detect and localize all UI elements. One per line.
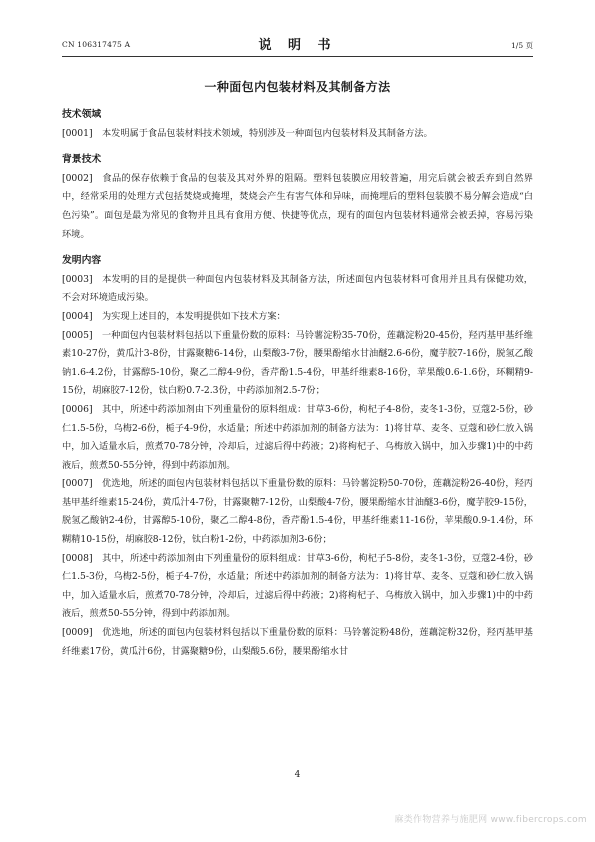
section-heading-background: 背景技术	[62, 154, 102, 166]
paragraph-text: 为实现上述目的，本发明提供如下技术方案：	[102, 310, 286, 322]
paragraph	[62, 401, 533, 475]
paragraph	[62, 327, 533, 401]
paragraph-number: [0002]	[62, 172, 93, 184]
paragraph-number: [0007]	[62, 478, 93, 490]
page-header	[62, 31, 533, 53]
paragraph-number: [0006]	[62, 403, 93, 415]
page-counter: 1/5 页	[511, 41, 533, 50]
paragraph-text: 一种面包内包装材料包括以下重量份数的原料：马铃薯淀粉35-70份，莲藕淀粉20-45份，羟丙基甲基纤维素10-27份，黄瓜汁3-8份，甘露聚糖6-14份，山梨酸3-7份，腰果酚缩水甘油醚2.6-6份，魔芋胶7-16份，脱氢乙酸钠1.6-4.2份，甘露醇5-10份，聚乙二醇4-9份，香芹酚1.5-4份，甲基纤维素8-16份，苹果酸0.6-1.6份，环糊精9-15份，胡麻胶7-12份，钛白粉0.7-2.3份，中药添加剂2.5-7份；	[62, 329, 533, 397]
paragraph	[62, 170, 533, 244]
paragraph-text: 本发明的目的是提供一种面包内包装材料及其制备方法，所述面包内包装材料可食用并且具有保健功效，不会对环境造成污染。	[62, 273, 533, 304]
paragraph	[62, 125, 533, 144]
paragraph-text: 本发明属于食品包装材料技术领域，特别涉及一种面包内包装材料及其制备方法。	[102, 127, 433, 139]
document-type: 说 明 书	[258, 38, 337, 53]
paragraph-number: [0009]	[62, 627, 93, 639]
paragraph	[62, 475, 533, 549]
document-title: 一种面包内包装材料及其制备方法	[204, 80, 391, 94]
watermark: 麻类作物营养与施肥网 www.fibercrops.com	[394, 815, 587, 825]
page-number: 4	[294, 770, 301, 780]
patent-number: CN 106317475 A	[62, 40, 131, 49]
paragraph-text: 其中，所述中药添加剂由下列重量份的原料组成：甘草3-6份，枸杞子4-8份，麦冬1-3份，豆蔻2-5份，砂仁1.5-5份，乌梅2-6份，栀子4-9份，水适量；所述中药添加剂的制备方法为：1)将甘草、麦冬、豆蔻和砂仁放入锅中，加入适量水后，煎煮70-78分钟，冷却后，过滤后得中药液；2)将枸杞子、乌梅放入锅中，加入步骤1)中的中药液后，煎煮50-55分钟，得到中药添加剂。	[62, 403, 533, 471]
paragraph-number: [0004]	[62, 310, 93, 322]
paragraph-text: 优选地，所述的面包内包装材料包括以下重量份数的原料：马铃薯淀粉48份，莲藕淀粉32份，羟丙基甲基纤维素17份，黄瓜汁6份，甘露聚糖9份，山梨酸5.6份，腰果酚缩水甘	[62, 627, 533, 657]
paragraph-text: 其中，所述中药添加剂由下列重量份的原料组成：甘草3-6份，枸杞子5-8份，麦冬1-3份，豆蔻2-4份，砂仁1.5-3份，乌梅2-5份，栀子4-7份，水适量；所述中药添加剂的制备方法为：1)将甘草、麦冬、豆蔻和砂仁放入锅中，加入适量水后，煎煮70-78分钟，冷却后，过滤后得中药液；2)将枸杞子、乌梅放入锅中，加入步骤1)中的中药液后，煎煮50-55分钟，得到中药添加剂。	[62, 552, 533, 620]
paragraph	[62, 308, 533, 327]
paragraph	[62, 271, 533, 308]
section-heading-technical-field: 技术领域	[62, 109, 102, 120]
paragraph	[62, 624, 533, 661]
paragraph-text: 优选地，所述的面包内包装材料包括以下重量份数的原料：马铃薯淀粉50-70份，莲藕淀粉26-40份，羟丙基甲基纤维素15-24份，黄瓜汁4-7份，甘露聚糖7-12份，山梨酸4-7份，腰果酚缩水甘油醚3-6份，魔芋胶9-15份，脱氢乙酸钠2-4份，甘露醇5-10份，聚乙二醇4-8份，香芹酚1.5-4份，甲基纤维素11-16份，苹果酸0.9-1.4份，环糊精10-15份，胡麻胶8-12份，钛白粉1-2份，中药添加剂3-6份；	[62, 478, 533, 546]
paragraph-number: [0001]	[62, 127, 93, 139]
paragraph-number: [0008]	[62, 552, 93, 564]
paragraph	[62, 550, 533, 624]
section-heading-summary: 发明内容	[62, 255, 102, 267]
paragraph-text: 食品的保存依赖于食品的包装及其对外界的阻隔。塑料包装膜应用较普遍，用完后就会被丢弃到自然界中，经常采用的处理方式包括焚烧或掩埋，焚烧会产生有害气体和异味，而掩埋后的塑料包装膜不易分解会造成“白色污染”。面包是最为常见的食物并且具有食用方便、快捷等优点，现有的面包内包装材料通常会被丢掉，容易污染环境。	[62, 172, 533, 240]
paragraph-number: [0003]	[62, 273, 93, 285]
paragraph-number: [0005]	[62, 329, 93, 341]
header-divider	[62, 56, 533, 57]
document-body	[62, 106, 533, 661]
